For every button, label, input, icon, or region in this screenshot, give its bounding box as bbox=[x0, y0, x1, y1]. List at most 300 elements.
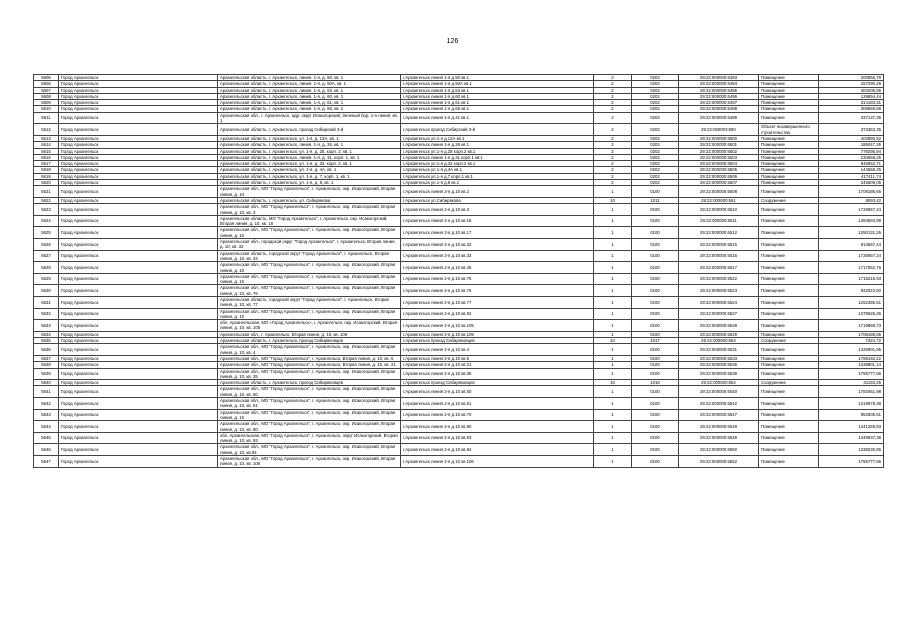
object-type-cell: Помещение bbox=[759, 142, 819, 148]
group-cell: 1 bbox=[594, 355, 632, 361]
group-cell: 2 bbox=[594, 135, 632, 141]
short-address-cell: г.Архангельск линия 2-я д.10 кв.45 bbox=[401, 262, 594, 274]
value-cell: 303206,05 bbox=[819, 87, 884, 93]
group-cell: 2 bbox=[594, 124, 632, 136]
value-cell: 417411,74 bbox=[819, 173, 884, 179]
table-row bbox=[34, 215, 884, 227]
address-cell: Архангельская область, МО "Город Архангельск", г. Архангельск, окр. Исакогорский, Вторая линия, д. 10, кв. 16 bbox=[218, 215, 401, 227]
object-type-cell: Помещение bbox=[759, 215, 819, 227]
short-address-cell: г.Архангельск линия 2-я д.10 кв.76 bbox=[401, 285, 594, 297]
address-cell: Архангельская обл., МО "Город Архангельск", г. Архангельск, окр. Исакогорский, Вторая линия, д. 10 bbox=[218, 409, 401, 421]
city-cell: Город Архангельск bbox=[59, 87, 218, 93]
object-type-cell: Помещение bbox=[759, 421, 819, 433]
short-address-cell: г.Архангельск линия 2-я д.10 кв.77 bbox=[401, 296, 594, 308]
group-cell: 1 bbox=[594, 320, 632, 332]
cadastral-number-cell: 29:22:000000:6531 bbox=[679, 344, 759, 356]
code-cell: 0100 bbox=[632, 273, 679, 285]
short-address-cell: г.Архангельск линия 2-я д.10 кв.80 bbox=[401, 421, 594, 433]
code-cell: 0100 bbox=[632, 186, 679, 198]
short-address-cell: г.Архангельск линия 2-я д.10 кв.50 bbox=[401, 386, 594, 398]
cadastral-number-cell: 29:22:000000:6548 bbox=[679, 421, 759, 433]
address-cell: Архангельская обл., МО "Город Архангельск", г. Архангельск, Вторая линия, д. 10, кв. 6 bbox=[218, 355, 401, 361]
cadastral-number-cell: 29:22:000000:6549 bbox=[679, 432, 759, 444]
city-cell: Город Архангельск bbox=[59, 262, 218, 274]
code-cell: 0100 bbox=[632, 215, 679, 227]
city-cell: Город Архангельск bbox=[59, 124, 218, 136]
value-cell: 779295,94 bbox=[819, 148, 884, 154]
value-cell: 309569,68 bbox=[819, 106, 884, 112]
row-number: 5622 bbox=[34, 197, 59, 203]
short-address-cell: г.Архангельск ул.1-я д.4А кв.1 bbox=[401, 167, 594, 173]
city-cell: Город Архангельск bbox=[59, 409, 218, 421]
address-cell: Архангельская область, г. Архангельск, линия. 1-я, д. 26, кв. 1 bbox=[218, 142, 401, 148]
address-cell: Архангельская обл., МО "Город Архангельск", г. Архангельск, окр. Исакогорский, Вторая линия, д. 10, кв.94 bbox=[218, 444, 401, 456]
row-number: 5643 bbox=[34, 409, 59, 421]
value-cell: 1426901,95 bbox=[819, 344, 884, 356]
group-cell: 2 bbox=[594, 100, 632, 106]
object-type-cell: Помещение bbox=[759, 362, 819, 368]
object-type-cell: Помещение bbox=[759, 320, 819, 332]
short-address-cell: г.Архангельск линия 2-я д.10 кв.93 bbox=[401, 432, 594, 444]
cadastral-number-cell: 29:22:000000:6517 bbox=[679, 262, 759, 274]
group-cell: 10 bbox=[594, 338, 632, 344]
object-type-cell: Помещение bbox=[759, 250, 819, 262]
short-address-cell: г.Архангельск линия 2-я д.10 кв.17 bbox=[401, 227, 594, 239]
value-cell: 1788192,22 bbox=[819, 355, 884, 361]
table-row bbox=[34, 227, 884, 239]
cadastral-number-cell: 29:22:000000:6497 bbox=[679, 100, 759, 106]
row-number: 5621 bbox=[34, 186, 59, 198]
group-cell: 2 bbox=[594, 75, 632, 81]
address-cell: Архангельская обл., г. Архангельск, Вторая линия, д. 10, кв. 109 bbox=[218, 331, 401, 337]
object-type-cell: Помещение bbox=[759, 161, 819, 167]
row-number: 5630 bbox=[34, 285, 59, 297]
short-address-cell: г.Архангельск линия 1-я д.61 кв.1 bbox=[401, 100, 594, 106]
row-number: 5612 bbox=[34, 124, 59, 136]
object-type-cell: Помещение bbox=[759, 409, 819, 421]
row-number: 5613 bbox=[34, 135, 59, 141]
object-type-cell: Помещение bbox=[759, 87, 819, 93]
city-cell: Город Архангельск bbox=[59, 215, 218, 227]
short-address-cell: г.Архангельск ул.1-я д.32 корп.2 кв.1 bbox=[401, 161, 594, 167]
value-cell: 952805,61 bbox=[819, 409, 884, 421]
code-cell: 0202 bbox=[632, 100, 679, 106]
code-cell: 0202 bbox=[632, 173, 679, 179]
table-row bbox=[34, 409, 884, 421]
city-cell: Город Архангельск bbox=[59, 81, 218, 87]
value-cell: 337137,35 bbox=[819, 112, 884, 124]
value-cell: 230658,25 bbox=[819, 154, 884, 160]
table-row bbox=[34, 124, 884, 136]
row-number: 5632 bbox=[34, 308, 59, 320]
object-type-cell: Помещение bbox=[759, 112, 819, 124]
row-number: 5637 bbox=[34, 355, 59, 361]
code-cell: 0202 bbox=[632, 75, 679, 81]
object-type-cell: Помещение bbox=[759, 386, 819, 398]
object-type-cell: Помещение bbox=[759, 432, 819, 444]
cadastral-number-cell: 29:22:000000:6529 bbox=[679, 331, 759, 337]
short-address-cell: г.Архангельск проезд Сибиряковцев bbox=[401, 380, 594, 386]
value-cell: 144668,25 bbox=[819, 167, 884, 173]
short-address-cell: г.Архангельск линия 2-я д.10 кв.33 bbox=[401, 250, 594, 262]
cadastral-number-cell: 29:22:000000:653 bbox=[679, 338, 759, 344]
address-cell: Архангельская обл., МО "Город Архангельск", г. Архангельск, окр. Исакогорский, Вторая линия, д. 10, кв. 80 bbox=[218, 421, 401, 433]
group-cell: 2 bbox=[594, 167, 632, 173]
short-address-cell: г.Архангельск линия 1-я д.31 корп.1 кв.1 bbox=[401, 154, 594, 160]
object-type-cell: Помещение bbox=[759, 180, 819, 186]
address-cell: обл. Архангельская, МО "Город Архангельск", г. Архангельск, округ Исакогорский, Вторая линия, д. 10, кв. 93 bbox=[218, 432, 401, 444]
object-type-cell: Помещение bbox=[759, 75, 819, 81]
short-address-cell: г.Архангельск линия 2-я д.10 кв.6 bbox=[401, 355, 594, 361]
object-type-cell: Объект незавершенного строительства bbox=[759, 124, 819, 136]
address-cell: Архангельская область, г. Архангельск, ул. 1-я, д. 28, корп. 2, кв. 1 bbox=[218, 148, 401, 154]
short-address-cell: г.Архангельск линия 2-я д.10 кв.51 bbox=[401, 398, 594, 410]
code-cell: 0202 bbox=[632, 148, 679, 154]
city-cell: Город Архангельск bbox=[59, 161, 218, 167]
group-cell: 1 bbox=[594, 239, 632, 251]
cadastral-number-cell: 29:22:000000:6499 bbox=[679, 112, 759, 124]
short-address-cell: г.Архангельск линия 1-я д.50А кв.1 bbox=[401, 81, 594, 87]
table-row bbox=[34, 421, 884, 433]
group-cell: 1 bbox=[594, 368, 632, 380]
cadastral-number-cell: 29:22:000000:6536 bbox=[679, 362, 759, 368]
row-number: 5625 bbox=[34, 227, 59, 239]
group-cell: 1 bbox=[594, 262, 632, 274]
row-number: 5629 bbox=[34, 273, 59, 285]
group-cell: 1 bbox=[594, 227, 632, 239]
value-cell: 8093,42 bbox=[819, 197, 884, 203]
object-type-cell: Помещение bbox=[759, 186, 819, 198]
city-cell: Город Архангельск bbox=[59, 180, 218, 186]
row-number: 5626 bbox=[34, 239, 59, 251]
value-cell: 1379526,36 bbox=[819, 308, 884, 320]
table-row bbox=[34, 344, 884, 356]
address-cell: Архангельская область, г. Архангельск, ул. 1-я, д. 13А, кв. 1 bbox=[218, 135, 401, 141]
cadastral-number-cell: 29:22:000000:6508 bbox=[679, 186, 759, 198]
short-address-cell: г.Архангельск линия 2-я д.10 кв.92 bbox=[401, 308, 594, 320]
group-cell: 1 bbox=[594, 273, 632, 285]
row-number: 5634 bbox=[34, 331, 59, 337]
short-address-cell: г.Архангельск линия 2-я д.10 кв.106 bbox=[401, 456, 594, 468]
city-cell: Город Архангельск bbox=[59, 227, 218, 239]
cadastral-number-cell: 29:22:000000:6528 bbox=[679, 320, 759, 332]
object-type-cell: Помещение bbox=[759, 355, 819, 361]
object-type-cell: Помещение bbox=[759, 93, 819, 99]
table-row bbox=[34, 308, 884, 320]
group-cell: 1 bbox=[594, 456, 632, 468]
group-cell: 2 bbox=[594, 81, 632, 87]
row-number: 5611 bbox=[34, 112, 59, 124]
row-number: 5645 bbox=[34, 432, 59, 444]
row-number: 5631 bbox=[34, 296, 59, 308]
table-row bbox=[34, 456, 884, 468]
code-cell: 0100 bbox=[632, 344, 679, 356]
row-number: 5647 bbox=[34, 456, 59, 468]
address-cell: обл. Архангельская, МО «Город Архангельск», г. Архангельск, окр. Исакогорский, Вторая линия, д. 10, кв. 105 bbox=[218, 320, 401, 332]
code-cell: 0202 bbox=[632, 93, 679, 99]
cadastral-number-cell: 29:22:000000:6507 bbox=[679, 180, 759, 186]
cadastral-number-cell: 29:22:000000:6527 bbox=[679, 308, 759, 320]
short-address-cell: г.Архангельск линия 2-я д.10 кв.16 bbox=[401, 215, 594, 227]
address-cell: Архангельская область, г. Архангельск, ул. 1-я, д. 32, корп. 2, кв. 1 bbox=[218, 161, 401, 167]
object-type-cell: Помещение bbox=[759, 135, 819, 141]
value-cell: 1726857,24 bbox=[819, 250, 884, 262]
value-cell: 1349937,38 bbox=[819, 432, 884, 444]
cadastral-number-cell: 29:22:000000:6511 bbox=[679, 215, 759, 227]
code-cell: 0100 bbox=[632, 368, 679, 380]
cadastral-number-cell: 29:22:000000:6522 bbox=[679, 273, 759, 285]
address-cell: Архангельская обл., МО "Город Архангельск", г. Архангельск, окр. Исакогорский, Вторая линия, д. 10 bbox=[218, 262, 401, 274]
city-cell: Город Архангельск bbox=[59, 398, 218, 410]
table-row bbox=[34, 398, 884, 410]
code-cell: 0100 bbox=[632, 398, 679, 410]
group-cell: 1 bbox=[594, 215, 632, 227]
table-row bbox=[34, 444, 884, 456]
row-number: 5644 bbox=[34, 421, 59, 433]
group-cell: 1 bbox=[594, 186, 632, 198]
cadastral-number-cell: 29:22:000000:6496 bbox=[679, 93, 759, 99]
value-cell: 1335030,86 bbox=[819, 444, 884, 456]
city-cell: Город Архангельск bbox=[59, 421, 218, 433]
row-number: 5605 bbox=[34, 75, 59, 81]
city-cell: Город Архангельск bbox=[59, 93, 218, 99]
value-cell: 1708186,65 bbox=[819, 331, 884, 337]
cadastral-number-cell: 29:22:000000:6503 bbox=[679, 154, 759, 160]
group-cell: 1 bbox=[594, 285, 632, 297]
object-type-cell: Помещение bbox=[759, 239, 819, 251]
address-cell: Архангельская область, г. Архангельск, линия. 1-я, д. 66, кв. 1 bbox=[218, 106, 401, 112]
short-address-cell: г.Архангельск ул.1-я д.13А кв.1 bbox=[401, 135, 594, 141]
object-type-cell: Помещение bbox=[759, 444, 819, 456]
code-cell: 0100 bbox=[632, 362, 679, 368]
address-cell: Архангельская область, г. Архангельск, линия. 1-я, д. 50А, кв. 1 bbox=[218, 81, 401, 87]
row-number: 5606 bbox=[34, 81, 59, 87]
table-row bbox=[34, 186, 884, 198]
city-cell: Город Архангельск bbox=[59, 355, 218, 361]
group-cell: 1 bbox=[594, 444, 632, 456]
code-cell: 1011 bbox=[632, 197, 679, 203]
object-type-cell: Помещение bbox=[759, 154, 819, 160]
code-cell: 0100 bbox=[632, 456, 679, 468]
cadastral-number-cell: 29:22:000000:6552 bbox=[679, 456, 759, 468]
cadastral-number-cell: 29:22:000000:6533 bbox=[679, 355, 759, 361]
code-cell: 0202 bbox=[632, 106, 679, 112]
city-cell: Город Архангельск bbox=[59, 135, 218, 141]
object-type-cell: Помещение bbox=[759, 227, 819, 239]
table-row bbox=[34, 320, 884, 332]
group-cell: 2 bbox=[594, 148, 632, 154]
city-cell: Город Архангельск bbox=[59, 239, 218, 251]
address-cell: Архангельская область, г. Архангельск, линия. 1-я, д. 61, кв. 1 bbox=[218, 100, 401, 106]
cadastral-number-cell: 29:22:000000:6540 bbox=[679, 386, 759, 398]
object-type-cell: Помещение bbox=[759, 106, 819, 112]
cadastral-number-cell: 29:22:000000:651 bbox=[679, 197, 759, 203]
cadastral-number-cell: 29:22:000000:6550 bbox=[679, 444, 759, 456]
address-cell: Архангельская область, г. Архангельск, проезд Сибиряковцев bbox=[218, 338, 401, 344]
code-cell: 0100 bbox=[632, 320, 679, 332]
address-cell: Архангельская область, городской округ "Город Архангельск", г. Архангельск, Вторая линия, д. 10, кв. 77 bbox=[218, 296, 401, 308]
code-cell: 0100 bbox=[632, 421, 679, 433]
value-cell: 314183,31 bbox=[819, 100, 884, 106]
short-address-cell: г.Архангельск линия 2-я д.10 кв.3 bbox=[401, 204, 594, 216]
group-cell: 2 bbox=[594, 87, 632, 93]
address-cell: Архангельская область, г. Архангельск, линия. 1-я, д. 60, кв. 1 bbox=[218, 93, 401, 99]
address-cell: Архангельская область, г. Архангельск, ул. Сибирякова bbox=[218, 197, 401, 203]
group-cell: 1 bbox=[594, 421, 632, 433]
group-cell: 1 bbox=[594, 308, 632, 320]
value-cell: 1319878,38 bbox=[819, 398, 884, 410]
row-number: 5617 bbox=[34, 161, 59, 167]
address-cell: Архангельская обл., МО "Город Архангельск", г. Архангельск, окр. Исакогорский, Вторая линия, д. 10, кв. 76 bbox=[218, 285, 401, 297]
address-cell: Архангельская обл., МО "Город Архангельск", г. Архангельск, окр. Исакогорский, Вторая линия, д. 10, кв. 35 bbox=[218, 368, 401, 380]
row-number: 5608 bbox=[34, 93, 59, 99]
address-cell: Архангельская обл., МО "Город Архангельск", г. Архангельск, окр. Исакогорский, Вторая линия, д. 10, кв. 3 bbox=[218, 204, 401, 216]
row-number: 5642 bbox=[34, 398, 59, 410]
group-cell: 1 bbox=[594, 204, 632, 216]
address-cell: Архангельская обл., городской округ "Город Архангельск", г. Архангельск, Вторая линия, д. 10, кв. 32 bbox=[218, 239, 401, 251]
row-number: 5628 bbox=[34, 262, 59, 274]
short-address-cell: г.Архангельск линия 2-я д.10 кв.94 bbox=[401, 444, 594, 456]
short-address-cell: г.Архангельск проезд Сибирский 3-й bbox=[401, 124, 594, 136]
address-cell: Архангельская обл., МО "Город Архангельск", г. Архангельск, окр. Исакогорский, Вторая линия, д. 10 bbox=[218, 308, 401, 320]
object-type-cell: Помещение bbox=[759, 285, 819, 297]
table-row bbox=[34, 112, 884, 124]
cadastral-number-cell: 29:22:000000:6504 bbox=[679, 161, 759, 167]
row-number: 5614 bbox=[34, 142, 59, 148]
short-address-cell: г.Архангельск ул.Сибирякова bbox=[401, 197, 594, 203]
code-cell: 0202 bbox=[632, 161, 679, 167]
address-cell: Архангельская область, г. Архангельск, линия. 1-я, д. 53, кв. 1 bbox=[218, 87, 401, 93]
value-cell: 245609,05 bbox=[819, 180, 884, 186]
code-cell: 1016 bbox=[632, 380, 679, 386]
code-cell: 0202 bbox=[632, 81, 679, 87]
object-type-cell: Помещение bbox=[759, 273, 819, 285]
row-number: 5620 bbox=[34, 180, 59, 186]
city-cell: Город Архангельск bbox=[59, 308, 218, 320]
object-type-cell: Сооружение bbox=[759, 380, 819, 386]
value-cell: 1785777,66 bbox=[819, 456, 884, 468]
city-cell: Город Архангельск bbox=[59, 444, 218, 456]
address-cell: Архангельская обл., МО "Город Архангельск", г. Архангельск, окр. Исакогорский, Вторая линия, д. 10 bbox=[218, 227, 401, 239]
value-cell: 1262386,61 bbox=[819, 296, 884, 308]
city-cell: Город Архангельск bbox=[59, 296, 218, 308]
address-cell: Архангельская обл., МО "Город Архангельск", г. Архангельск, окр. Исакогорский, Вторая линия, д. 10, кв. 4 bbox=[218, 344, 401, 356]
object-type-cell: Помещение bbox=[759, 368, 819, 380]
code-cell: 0100 bbox=[632, 262, 679, 274]
city-cell: Город Архангельск bbox=[59, 368, 218, 380]
code-cell: 0100 bbox=[632, 308, 679, 320]
value-cell: 31193,25 bbox=[819, 380, 884, 386]
short-address-cell: г.Архангельск линия 1-я д.26 кв.1 bbox=[401, 142, 594, 148]
cadastral-number-cell: 29:22:000000:6505 bbox=[679, 167, 759, 173]
value-cell: 1717552,76 bbox=[819, 262, 884, 274]
code-cell: 0100 bbox=[632, 250, 679, 262]
object-type-cell: Помещение bbox=[759, 331, 819, 337]
short-address-cell: г.Архангельск линия 1-я д.66 кв.1 bbox=[401, 106, 594, 112]
cadastral-number-cell: 29:22:000000:6512 bbox=[679, 227, 759, 239]
value-cell: 1715215,93 bbox=[819, 273, 884, 285]
short-address-cell: г.Архангельск линия 2-я д.10 кв.32 bbox=[401, 239, 594, 251]
cadastral-number-cell: 29:22:000000:6493 bbox=[679, 75, 759, 81]
value-cell: 1250131,26 bbox=[819, 227, 884, 239]
code-cell: 0202 bbox=[632, 167, 679, 173]
row-number: 5633 bbox=[34, 320, 59, 332]
cadastral-number-cell: 29:22:000000:6506 bbox=[679, 173, 759, 179]
address-cell: Архангельская обл., МО "Город Архангельск", г. Архангельск, окр. Исакогорский, Вторая линия, д. 10, кв. 51 bbox=[218, 398, 401, 410]
code-cell: 0100 bbox=[632, 444, 679, 456]
cadastral-number-cell: 29:22:000000:6523 bbox=[679, 285, 759, 297]
value-cell: 200856,79 bbox=[819, 75, 884, 81]
code-cell: 0202 bbox=[632, 87, 679, 93]
code-cell: 0100 bbox=[632, 331, 679, 337]
address-cell: Архангельская область, г. Архангельск, ул. 1-я, д. 7, корп. 1, кв. 1 bbox=[218, 173, 401, 179]
group-cell: 2 bbox=[594, 173, 632, 179]
table-row bbox=[34, 239, 884, 251]
cadastral-number-cell: 29:22:000000:6498 bbox=[679, 106, 759, 112]
cadastral-number-cell: 29:22:000000:6516 bbox=[679, 250, 759, 262]
object-type-cell: Помещение bbox=[759, 456, 819, 468]
group-cell: 1 bbox=[594, 386, 632, 398]
cadastral-number-cell: 29:22:000000:6510 bbox=[679, 204, 759, 216]
short-address-cell: г.Архангельск линия 1-я д.41 кв.1 bbox=[401, 112, 594, 124]
city-cell: Город Архангельск bbox=[59, 75, 218, 81]
group-cell: 2 bbox=[594, 154, 632, 160]
city-cell: Город Архангельск bbox=[59, 112, 218, 124]
cadastral-number-cell: 29:22:000000:6500 bbox=[679, 135, 759, 141]
value-cell: 373363,35 bbox=[819, 124, 884, 136]
short-address-cell: г.Архангельск ул.1-я д.7 корп.1 кв.1 bbox=[401, 173, 594, 179]
row-number: 5615 bbox=[34, 148, 59, 154]
short-address-cell: г.Архангельск линия 1-я д.50 кв.1 bbox=[401, 75, 594, 81]
value-cell: 1708186,65 bbox=[819, 186, 884, 198]
code-cell: 0202 bbox=[632, 154, 679, 160]
city-cell: Город Архангельск bbox=[59, 186, 218, 198]
row-number: 5640 bbox=[34, 380, 59, 386]
address-cell: Архангельская обл., МО "Город Архангельск", г. Архангельск, окр. Исакогорский, Вторая линия, д. 10 bbox=[218, 273, 401, 285]
row-number: 5619 bbox=[34, 173, 59, 179]
short-address-cell: г.Архангельск линия 2-я д.10 кв.109 bbox=[401, 331, 594, 337]
code-cell: 0202 bbox=[632, 180, 679, 186]
cadastral-number-cell: 29:22:060003:650 bbox=[679, 124, 759, 136]
object-type-cell: Сооружение bbox=[759, 338, 819, 344]
row-number: 5616 bbox=[34, 154, 59, 160]
value-cell: 914567,44 bbox=[819, 239, 884, 251]
address-cell: Архангельская обл., МО "Город Архангельск", г. Архангельск, окр. Исакогорский, Вторая линия, д. 10 bbox=[218, 186, 401, 198]
cadastral-number-cell: 29:22:000000:6515 bbox=[679, 239, 759, 251]
address-cell: Архангельская область, г. Архангельск, проезд Сибиряковцев bbox=[218, 380, 401, 386]
object-type-cell: Помещение bbox=[759, 167, 819, 173]
city-cell: Город Архангельск bbox=[59, 154, 218, 160]
short-address-cell: г.Архангельск линия 2-я д.10 кв.21 bbox=[401, 362, 594, 368]
object-type-cell: Помещение bbox=[759, 173, 819, 179]
short-address-cell: г.Архангельск линия 2-я д.10 кв.2 bbox=[401, 186, 594, 198]
city-cell: Город Архангельск bbox=[59, 197, 218, 203]
row-number: 5635 bbox=[34, 338, 59, 344]
table-row bbox=[34, 273, 884, 285]
city-cell: Город Архангельск bbox=[59, 250, 218, 262]
city-cell: Город Архангельск bbox=[59, 331, 218, 337]
code-cell: 0202 bbox=[632, 124, 679, 136]
value-cell: 139894,44 bbox=[819, 93, 884, 99]
table-row bbox=[34, 204, 884, 216]
city-cell: Город Архангельск bbox=[59, 100, 218, 106]
code-cell: 0100 bbox=[632, 409, 679, 421]
city-cell: Город Архангельск bbox=[59, 380, 218, 386]
group-cell: 10 bbox=[594, 380, 632, 386]
value-cell: 946852,71 bbox=[819, 161, 884, 167]
cadastral-number-cell: 29:22:000000:6524 bbox=[679, 296, 759, 308]
city-cell: Город Архангельск bbox=[59, 173, 218, 179]
